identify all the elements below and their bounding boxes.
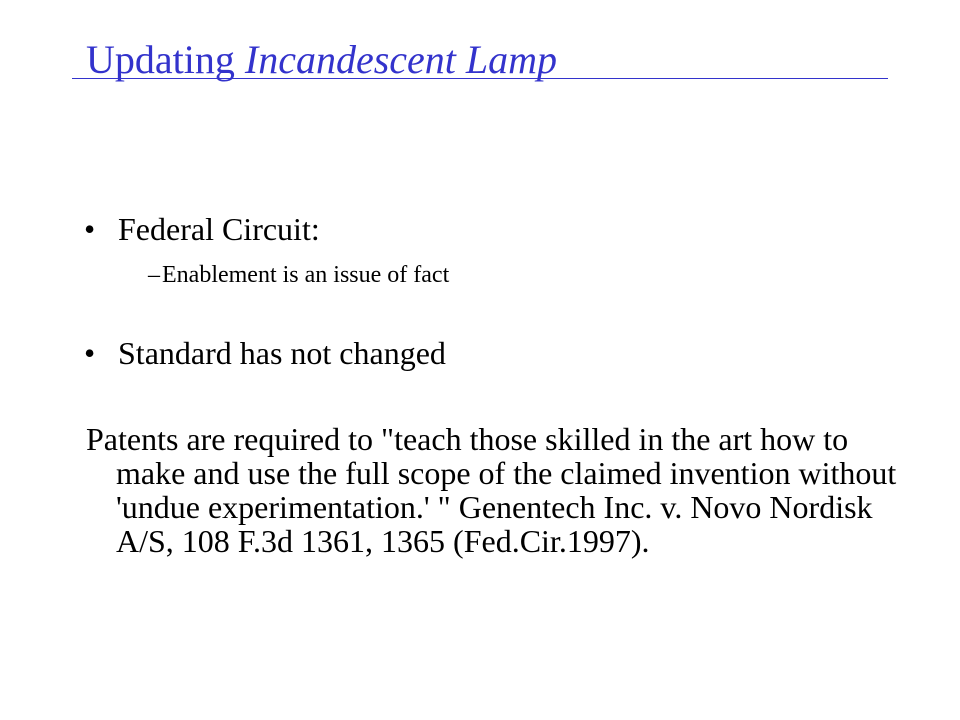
citation-paragraph: Patents are required to "teach those skilled in the art how to make and use the full scope of the claimed invention without 'undue experimentation.' " Genentech Inc. v. Novo Nordisk A/S, 108 F.3d 1361, 1365 (Fed.Cir.1997). <box>86 421 897 559</box>
sub-bullet-text: Enablement is an issue of fact <box>162 262 450 288</box>
slide-title-italic: Incandescent Lamp <box>244 37 558 82</box>
slide-title-plain: Updating <box>86 37 245 82</box>
bullet-text: Federal Circuit: <box>118 211 320 247</box>
bullet-marker: • <box>84 335 96 371</box>
bullet-marker: • <box>84 211 96 247</box>
title-underline-rule <box>72 78 888 79</box>
slide-title <box>86 36 557 84</box>
bullet-text: Standard has not changed <box>118 335 446 371</box>
sub-bullet-marker: – <box>148 262 160 288</box>
